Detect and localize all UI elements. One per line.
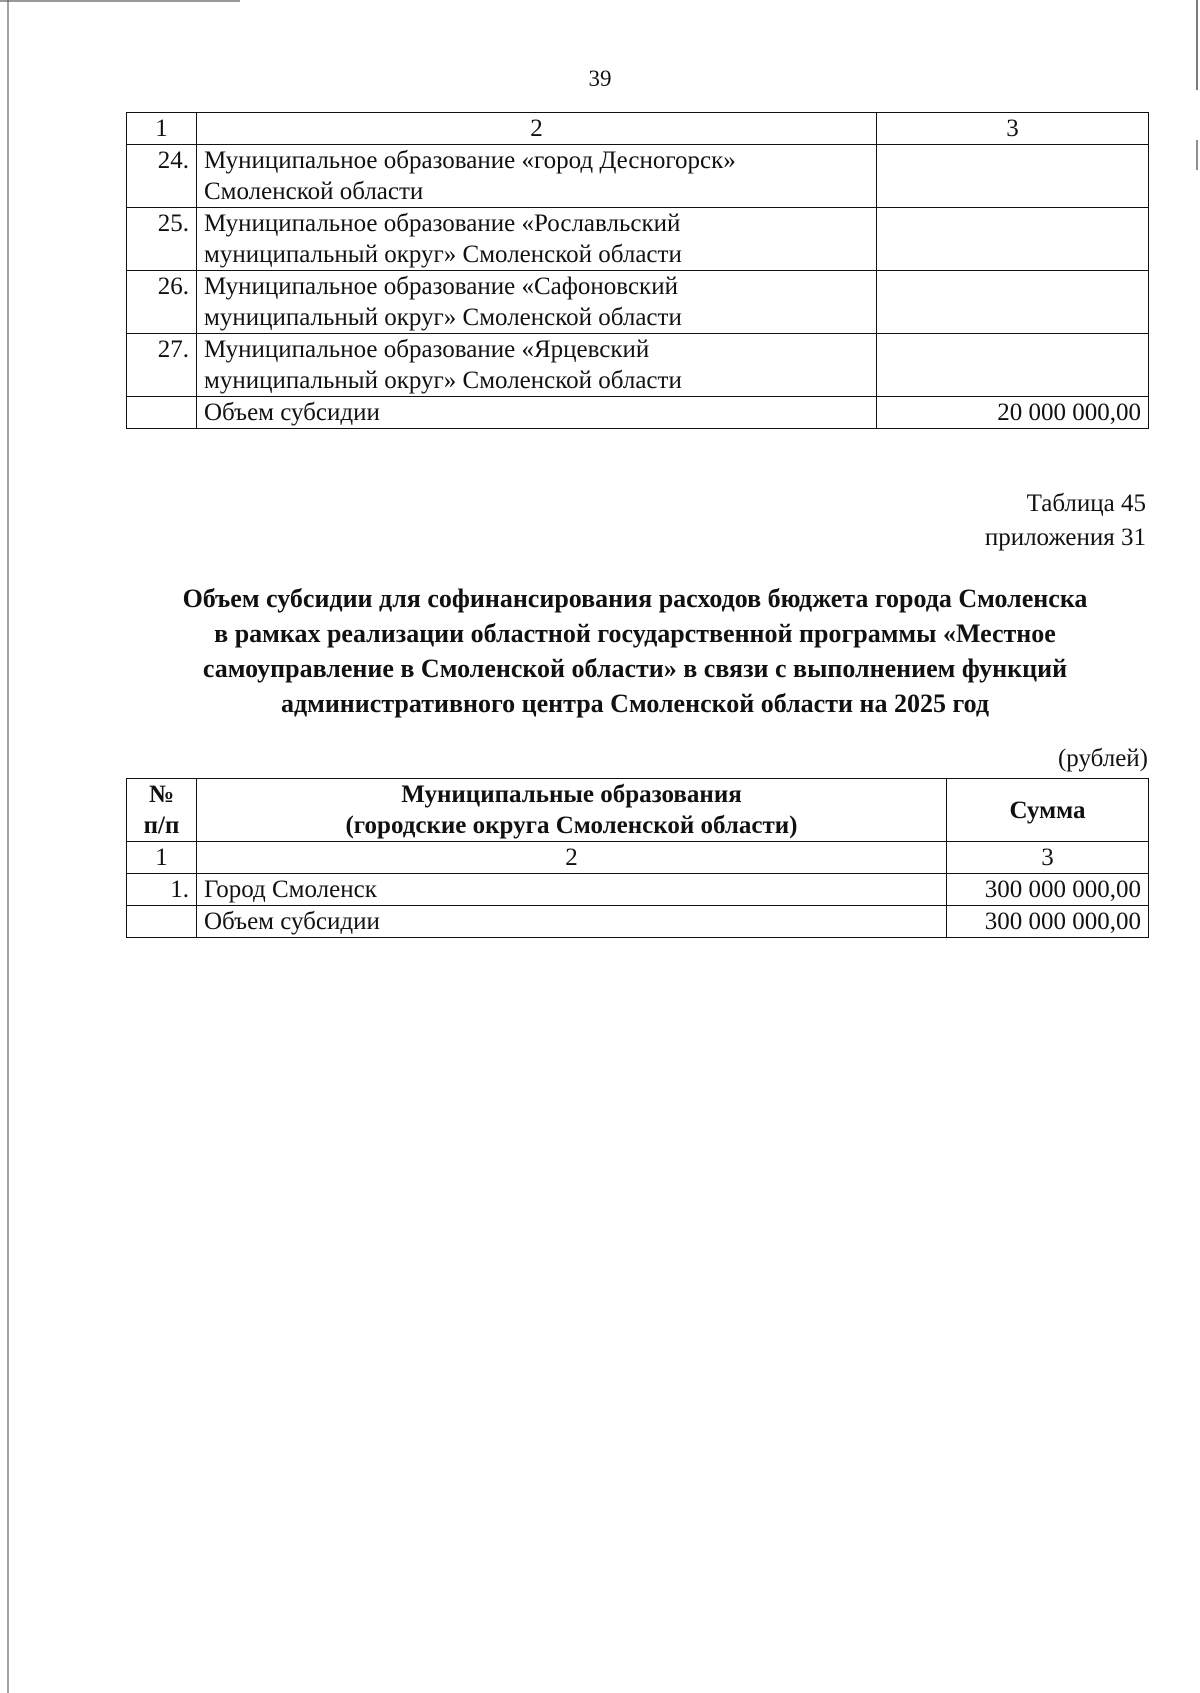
amount-cell bbox=[877, 145, 1149, 208]
municipality-name-line: Муниципальное образование «город Десногорск» bbox=[204, 147, 736, 174]
column-number-2: 2 bbox=[197, 842, 947, 874]
subsidy-table bbox=[126, 778, 1149, 938]
municipality-name-line: Муниципальное образование «Рославльский bbox=[204, 210, 681, 237]
title-line: самоуправление в Смоленской области» в связи с выполнением функций bbox=[202, 654, 1068, 683]
row-number: 25. bbox=[127, 208, 197, 271]
header-number-label: п/п bbox=[143, 812, 180, 839]
table-row bbox=[127, 208, 1149, 271]
amount-cell bbox=[877, 334, 1149, 397]
header-municipalities-line: (городские округа Смоленской области) bbox=[345, 812, 798, 839]
municipality-name bbox=[197, 334, 877, 397]
municipality-name bbox=[197, 271, 877, 334]
total-row bbox=[127, 906, 1149, 938]
municipality-name-line: Смоленской области bbox=[204, 178, 424, 205]
row-number: 1. bbox=[127, 874, 197, 906]
municipality-name-line: муниципальный округ» Смоленской области bbox=[204, 241, 682, 268]
title-line: в рамках реализации областной государственной программы «Местное bbox=[214, 619, 1056, 648]
scan-edge-right bbox=[1196, 0, 1198, 90]
municipality-name: Город Смоленск bbox=[197, 874, 947, 906]
column-numbering-row bbox=[127, 842, 1149, 874]
column-number-3: 3 bbox=[947, 842, 1149, 874]
column-number-1: 1 bbox=[127, 842, 197, 874]
table-row bbox=[127, 874, 1149, 906]
column-numbering-row bbox=[127, 113, 1149, 145]
table-row bbox=[127, 145, 1149, 208]
units-label: (рублей) bbox=[1057, 745, 1148, 772]
amount-cell: 300 000 000,00 bbox=[947, 874, 1149, 906]
column-number-2: 2 bbox=[197, 113, 877, 145]
empty-cell bbox=[127, 906, 197, 938]
row-number: 24. bbox=[127, 145, 197, 208]
page-number: 39 bbox=[588, 66, 612, 91]
municipality-name-line: муниципальный округ» Смоленской области bbox=[204, 304, 682, 331]
table-row bbox=[127, 271, 1149, 334]
header-sum: Сумма bbox=[947, 779, 1149, 842]
total-label: Объем субсидии bbox=[197, 397, 877, 429]
column-number-3: 3 bbox=[877, 113, 1149, 145]
appendix-number: приложения 31 bbox=[984, 524, 1146, 551]
table-row bbox=[127, 334, 1149, 397]
scan-edge-top bbox=[0, 0, 240, 2]
municipality-name-line: Муниципальное образование «Ярцевский bbox=[204, 336, 650, 363]
column-number-1: 1 bbox=[127, 113, 197, 145]
total-row bbox=[127, 397, 1149, 429]
municipality-name-line: муниципальный округ» Смоленской области bbox=[204, 367, 682, 394]
total-label: Объем субсидии bbox=[197, 906, 947, 938]
empty-cell bbox=[127, 397, 197, 429]
row-number: 27. bbox=[127, 334, 197, 397]
amount-cell bbox=[877, 271, 1149, 334]
header-municipalities-line: Муниципальные образования bbox=[401, 781, 742, 808]
scan-edge-left bbox=[7, 0, 9, 1693]
title-line: Объем субсидии для софинансирования расходов бюджета города Смоленска bbox=[182, 584, 1088, 613]
amount-cell bbox=[877, 208, 1149, 271]
title-line: административного центра Смоленской области на 2025 год bbox=[280, 689, 990, 718]
total-amount: 300 000 000,00 bbox=[947, 906, 1149, 938]
municipality-name-line: Муниципальное образование «Сафоновский bbox=[204, 273, 678, 300]
municipality-name bbox=[197, 208, 877, 271]
header-row bbox=[127, 779, 1149, 842]
continued-allocation-table bbox=[126, 112, 1149, 429]
municipality-name bbox=[197, 145, 877, 208]
header-municipalities-cell bbox=[197, 779, 947, 842]
row-number: 26. bbox=[127, 271, 197, 334]
table-number: Таблица 45 bbox=[1026, 490, 1146, 517]
table-title bbox=[120, 581, 1150, 721]
header-number-cell bbox=[127, 779, 197, 842]
total-amount: 20 000 000,00 bbox=[877, 397, 1149, 429]
scan-edge-right-mark bbox=[1196, 140, 1198, 170]
header-number-symbol: № bbox=[148, 781, 175, 808]
table-caption bbox=[700, 487, 1146, 555]
